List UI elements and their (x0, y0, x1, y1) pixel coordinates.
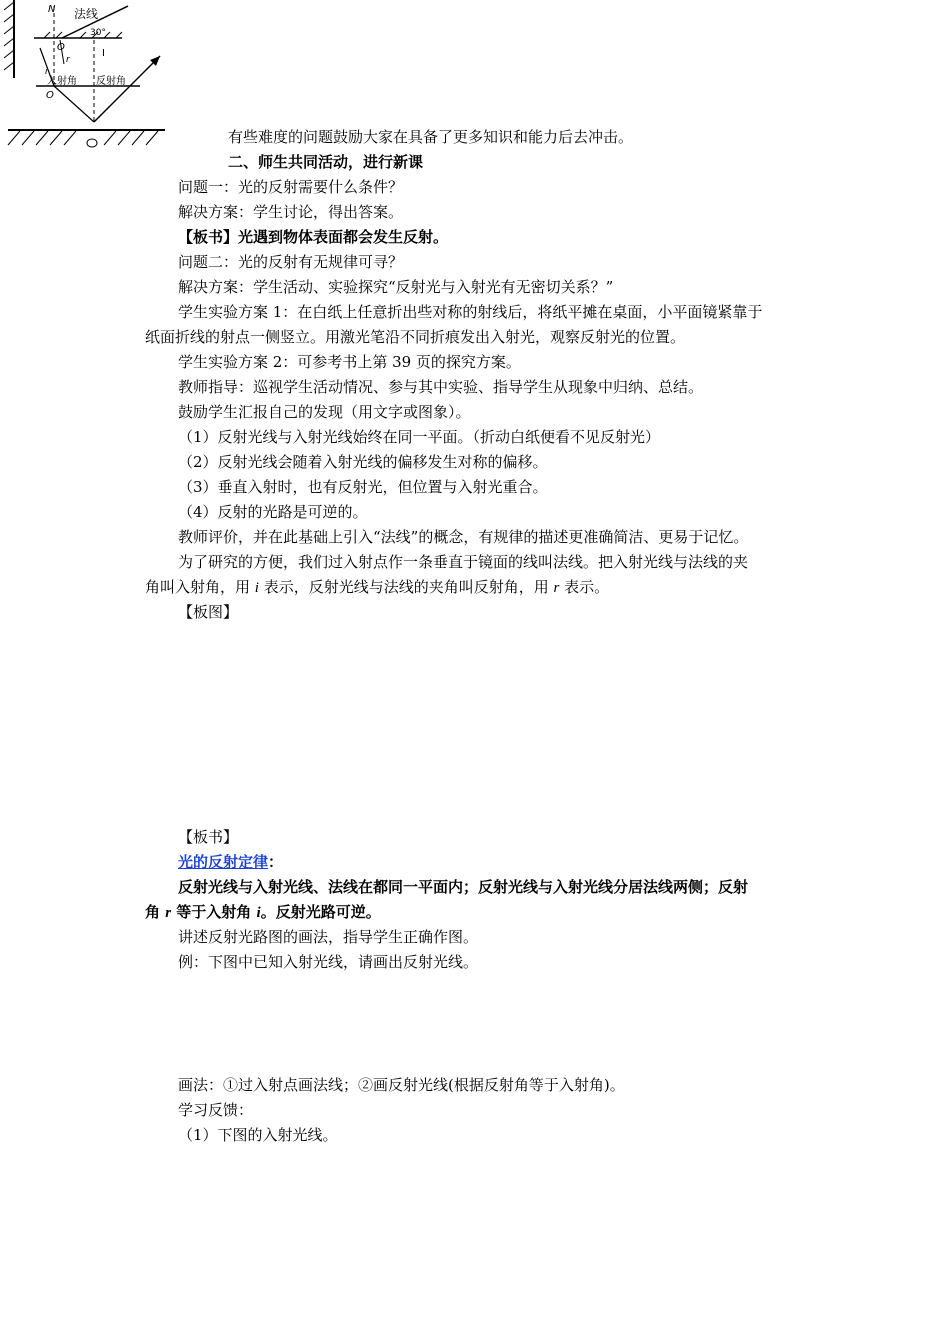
text-line-25: 讲述反射光路图的画法，指导学生正确作图。 (178, 928, 479, 946)
reflect-angle-label: 反射角 (96, 76, 126, 87)
i-label: I (102, 48, 105, 59)
r-label: r (66, 55, 70, 65)
text-line-18: 为了研究的方便，我们过入射点作一条垂直于镜面的线叫法线。把入射光线与法线的夹 (178, 553, 749, 571)
text-line-3: 问题一：光的反射需要什么条件？ (178, 178, 404, 196)
n-label: N (48, 4, 56, 15)
normal-label: 法线 (74, 7, 99, 21)
text-line-26: 例：下图中已知入射光线，请画出反射光线。 (178, 953, 479, 971)
i-angle-label: i (45, 67, 48, 77)
law-line-1: 反射光线与入射光线、法线在都同一平面内；反射光线与入射光线分居法线两侧；反射 (178, 878, 749, 896)
text-line-14: （2）反射光线会随着入射光线的偏移发生对称的偏移。 (178, 453, 548, 471)
incident-angle-label: 入射角 (47, 76, 77, 87)
text-line-13: （1）反射光线与入射光线始终在同一平面。（折动白纸便看不见反射光） (178, 428, 661, 446)
reflection-diagram (0, 0, 175, 155)
text-line-9: 纸面折线的射点一侧竖立。用激光笔沿不同折痕发出入射光，观察反射光的位置。 (145, 328, 686, 346)
text-line-4: 解决方案：学生讨论，得出答案。 (178, 203, 404, 221)
o-label: O (57, 42, 65, 53)
o2-label: O (46, 90, 54, 101)
text-line-10: 学生实验方案 2：可参考书上第 39 页的探究方案。 (178, 353, 521, 371)
section-heading: 二、师生共同活动，进行新课 (228, 153, 424, 171)
text-line-28: 学习反馈： (178, 1101, 254, 1119)
text-line-12: 鼓励学生汇报自己的发现（用文字或图象）。 (178, 403, 471, 421)
text-line-29: （1）下图的入射光线。 (178, 1126, 338, 1144)
angle-label: 30° (90, 28, 106, 38)
text-line-11: 教师指导：巡视学生活动情况、参与其中实验、指导学生从现象中归纳、总结。 (178, 378, 704, 396)
text-line-1: 有些难度的问题鼓励大家在具备了更多知识和能力后去冲击。 (228, 128, 634, 146)
board-writing-label: 【板书】 (178, 828, 239, 846)
board-figure-label: 【板图】 (178, 603, 239, 621)
text-line-7: 解决方案：学生活动、实验探究“反射光与入射光有无密切关系？” (178, 278, 614, 296)
bottom-point-o (87, 139, 97, 147)
law-heading: 光的反射定律： (178, 853, 284, 871)
text-line-8: 学生实验方案 1：在白纸上任意折出些对称的射线后，将纸平摊在桌面，小平面镜紧靠于 (178, 303, 763, 321)
text-line-17: 教师评价，并在此基础上引入“法线”的概念，有规律的描述更准确简洁、更易于记忆。 (178, 528, 749, 546)
law-link[interactable]: 光的反射定律 (178, 853, 269, 871)
text-line-27: 画法：①过入射点画法线；②画反射光线(根据反射角等于入射角)。 (178, 1076, 625, 1094)
text-line-19: 角叫入射角，用 i 表示，反射光线与法线的夹角叫反射角，用 r 表示。 (145, 578, 610, 596)
text-line-15: （3）垂直入射时，也有反射光，但位置与入射光重合。 (178, 478, 548, 496)
law-line-2: 角 r 等于入射角 i。反射光路可逆。 (145, 903, 381, 921)
text-line-16: （4）反射的光路是可逆的。 (178, 503, 368, 521)
text-line-6: 问题二：光的反射有无规律可寻？ (178, 253, 404, 271)
text-line-5: 【板书】光遇到物体表面都会发生反射。 (178, 228, 449, 246)
